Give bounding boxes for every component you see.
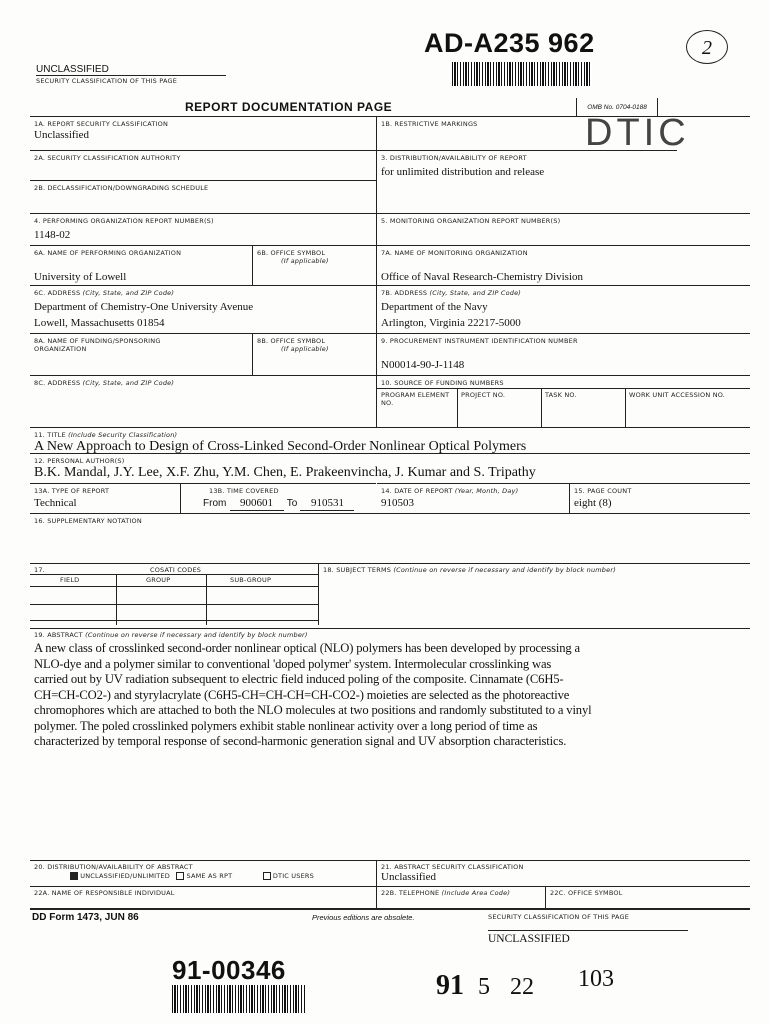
footer-classification: UNCLASSIFIED bbox=[488, 930, 688, 945]
field-21: 21. ABSTRACT SECURITY CLASSIFICATION Unclassified bbox=[377, 860, 750, 886]
field-7b: 7B. ADDRESS (City, State, and ZIP Code) Department of the Navy Arlington, Virginia 22217-5000 bbox=[377, 285, 750, 333]
field-22a: 22A. NAME OF RESPONSIBLE INDIVIDUAL bbox=[30, 886, 376, 908]
field-3: 3. DISTRIBUTION/AVAILABILITY OF REPORT for unlimited distribution and release bbox=[377, 150, 677, 210]
field-6b: 6B. OFFICE SYMBOL (If applicable) bbox=[253, 245, 376, 285]
col-program-element: PROGRAM ELEMENT NO. bbox=[381, 391, 450, 407]
checkbox-dtic-users[interactable] bbox=[263, 872, 271, 880]
field-8c: 8C. ADDRESS (City, State, and ZIP Code) bbox=[30, 375, 376, 427]
col-field: FIELD bbox=[60, 576, 80, 584]
field-2b: 2B. DECLASSIFICATION/DOWNGRADING SCHEDULE bbox=[30, 180, 376, 210]
previous-editions: Previous editions are obsolete. bbox=[312, 913, 415, 922]
field-13b: 13B. TIME COVERED From 900601 To 910531 bbox=[181, 483, 376, 513]
field-13b-to: 910531 bbox=[300, 497, 354, 511]
field-6c-line2: Lowell, Massachusetts 01854 bbox=[34, 317, 165, 329]
field-13b-from: 900601 bbox=[230, 497, 284, 511]
ad-barcode bbox=[452, 62, 592, 86]
field-15-value: eight (8) bbox=[574, 497, 612, 509]
abstract-line: polymer. The poled crosslinked polymers exhibit stable nonlinear activity over a long period of time as bbox=[34, 718, 538, 733]
field-1b: 1B. RESTRICTIVE MARKINGS bbox=[381, 120, 478, 128]
stamp-year: 91 bbox=[436, 970, 464, 1001]
abstract-line: NLO-dye and a polymer similar to conventional 'doped polymer' system. Intermolecular crosslinking was bbox=[34, 656, 552, 671]
abstract-line: carried out by UV radiation subsequent to electric field induced poling of the composite. Cinnamate (C6H5- bbox=[34, 672, 564, 686]
field-1a-value: Unclassified bbox=[34, 129, 89, 141]
form-number: DD Form 1473, JUN 86 bbox=[32, 912, 139, 923]
field-20: 20. DISTRIBUTION/AVAILABILITY OF ABSTRACT UNCLASSIFIED/UNLIMITED SAME AS RPT DTIC USERS bbox=[30, 860, 376, 886]
field-6c: 6C. ADDRESS (City, State, and ZIP Code) Department of Chemistry-One University Avenue Lowell, Massachusetts 01854 bbox=[30, 285, 376, 333]
field-6c-line1: Department of Chemistry-One University Avenue bbox=[34, 301, 254, 313]
field-5: 5. MONITORING ORGANIZATION REPORT NUMBER(S) bbox=[377, 213, 750, 245]
checkbox-same-as-rpt[interactable] bbox=[176, 872, 184, 880]
field-3-value: for unlimited distribution and release bbox=[381, 166, 545, 178]
field-9: 9. PROCUREMENT INSTRUMENT IDENTIFICATION NUMBER N00014-90-J-1148 bbox=[377, 333, 750, 375]
abstract-line: CH=CH-CO2-) and styrylacrylate (C6H5-CH=CH-CH=CH-CO2-) moieties are selected as the photoreactive bbox=[34, 687, 570, 702]
field-16: 16. SUPPLEMENTARY NOTATION bbox=[30, 513, 750, 563]
col-sub-group: SUB-GROUP bbox=[230, 576, 272, 584]
omb-box: OMB No. 0704-0188 bbox=[576, 98, 658, 117]
field-11-value: A New Approach to Design of Cross-Linked Second-Order Nonlinear Optical Polymers bbox=[34, 439, 527, 453]
stamp-code: 103 bbox=[578, 966, 614, 992]
footer-security-caption: SECURITY CLASSIFICATION OF THIS PAGE bbox=[488, 913, 630, 921]
field-12: 12. PERSONAL AUTHOR(S) B.K. Mandal, J.Y. Lee, X.F. Zhu, Y.M. Chen, E. Prakeenvincha, J. Kumar and S. Tripathy bbox=[30, 453, 750, 483]
document-barcode bbox=[172, 985, 306, 1013]
field-6a-value: University of Lowell bbox=[34, 271, 127, 283]
col-group: GROUP bbox=[146, 576, 171, 584]
field-2a: 2A. SECURITY CLASSIFICATION AUTHORITY bbox=[30, 150, 376, 180]
col-task-no: TASK NO. bbox=[545, 391, 577, 399]
field-19: 19. ABSTRACT (Continue on reverse if necessary and identify by block number) A new class of crosslinked second-order nonlinear optical (NLO) polymers has been developed by processing a NLO-dye and a polymer similar to conventional 'doped polymer' system. Intermolecular crosslinking was carried out by UV radiation subsequent to electric field induced poling of the composite. Cinnamate (C6H5- CH=CH-CO2-) and styrylacrylate (C6H5-CH=CH-CH=CH-CO2-) moieties are selected as the photoreactive chromophores which are attached to both the NLO molecules at two positions and randomly substituted to a vinyl polymer. The poled crosslinked polymers exhibit stable nonlinear activity over a long period of time as characterized by temporal response of second-harmonic generation signal and UV absorption characteristics. bbox=[30, 628, 750, 860]
field-8b: 8B. OFFICE SYMBOL (If applicable) bbox=[253, 333, 376, 375]
circled-number: 2 bbox=[686, 30, 728, 64]
field-18: 18. SUBJECT TERMS (Continue on reverse if necessary and identify by block number) bbox=[319, 563, 750, 625]
col-work-unit: WORK UNIT ACCESSION NO. bbox=[629, 391, 726, 399]
field-12-value: B.K. Mandal, J.Y. Lee, X.F. Zhu, Y.M. Chen, E. Prakeenvincha, J. Kumar and S. Tripathy bbox=[34, 465, 536, 480]
form-title: REPORT DOCUMENTATION PAGE bbox=[185, 100, 393, 114]
stamp-month: 5 bbox=[478, 974, 490, 1000]
form-bottom-rule bbox=[30, 908, 750, 910]
field-13a-value: Technical bbox=[34, 497, 77, 509]
field-10: 10. SOURCE OF FUNDING NUMBERS PROGRAM ELEMENT NO. PROJECT NO. TASK NO. WORK UNIT ACCESSION NO. bbox=[377, 375, 750, 427]
field-4-value: 1148-02 bbox=[34, 229, 71, 241]
field-15: 15. PAGE COUNT eight (8) bbox=[570, 483, 750, 513]
field-9-value: N00014-90-J-1148 bbox=[381, 359, 465, 371]
security-classification-caption: SECURITY CLASSIFICATION OF THIS PAGE bbox=[36, 75, 226, 85]
field-4: 4. PERFORMING ORGANIZATION REPORT NUMBER(S) 1148-02 bbox=[30, 213, 376, 245]
document-number: 91-00346 bbox=[172, 955, 286, 985]
abstract-line: chromophores which are attached to both the NLO molecules at two positions and randomly substituted to a vinyl bbox=[34, 703, 592, 717]
abstract-line: A new class of crosslinked second-order nonlinear optical (NLO) polymers has been developed by processing a bbox=[34, 641, 580, 655]
field-1a: 1A. REPORT SECURITY CLASSIFICATION Unclassified bbox=[30, 117, 376, 150]
field-13a: 13A. TYPE OF REPORT Technical bbox=[30, 483, 180, 513]
field-14-value: 910503 bbox=[381, 497, 414, 509]
ad-number: AD-A235 962 bbox=[424, 28, 595, 58]
field-21-value: Unclassified bbox=[381, 871, 436, 883]
field-11: 11. TITLE (Include Security Classification) A New Approach to Design of Cross-Linked Second-Order Nonlinear Optical Polymers bbox=[30, 427, 750, 453]
field-14: 14. DATE OF REPORT (Year, Month, Day) 910503 bbox=[377, 483, 569, 513]
field-22b: 22B. TELEPHONE (Include Area Code) bbox=[377, 886, 545, 908]
field-8a: 8A. NAME OF FUNDING/SPONSORING ORGANIZATION bbox=[30, 333, 252, 375]
abstract-line: characterized by temporal response of second-harmonic generation signal and UV absorption characteristics. bbox=[34, 734, 567, 748]
field-7b-line2: Arlington, Virginia 22217-5000 bbox=[381, 317, 521, 329]
field-17: 17. COSATI CODES FIELD GROUP SUB-GROUP bbox=[30, 563, 318, 625]
field-7a-value: Office of Naval Research-Chemistry Division bbox=[381, 271, 584, 283]
checkbox-unclassified[interactable] bbox=[70, 872, 78, 880]
field-6a: 6A. NAME OF PERFORMING ORGANIZATION University of Lowell bbox=[30, 245, 252, 285]
col-project-no: PROJECT NO. bbox=[461, 391, 506, 399]
date-stamp bbox=[436, 966, 614, 1002]
classification-top: UNCLASSIFIED bbox=[36, 64, 109, 75]
stamp-day: 22 bbox=[510, 974, 534, 1000]
field-22c: 22C. OFFICE SYMBOL bbox=[546, 886, 750, 908]
abstract-text bbox=[30, 639, 750, 750]
field-7a: 7A. NAME OF MONITORING ORGANIZATION Office of Naval Research-Chemistry Division bbox=[377, 245, 750, 285]
dtic-stamp: DTIC bbox=[585, 112, 690, 154]
field-7b-line1: Department of the Navy bbox=[381, 301, 488, 313]
cosati-title: COSATI CODES bbox=[150, 566, 202, 574]
